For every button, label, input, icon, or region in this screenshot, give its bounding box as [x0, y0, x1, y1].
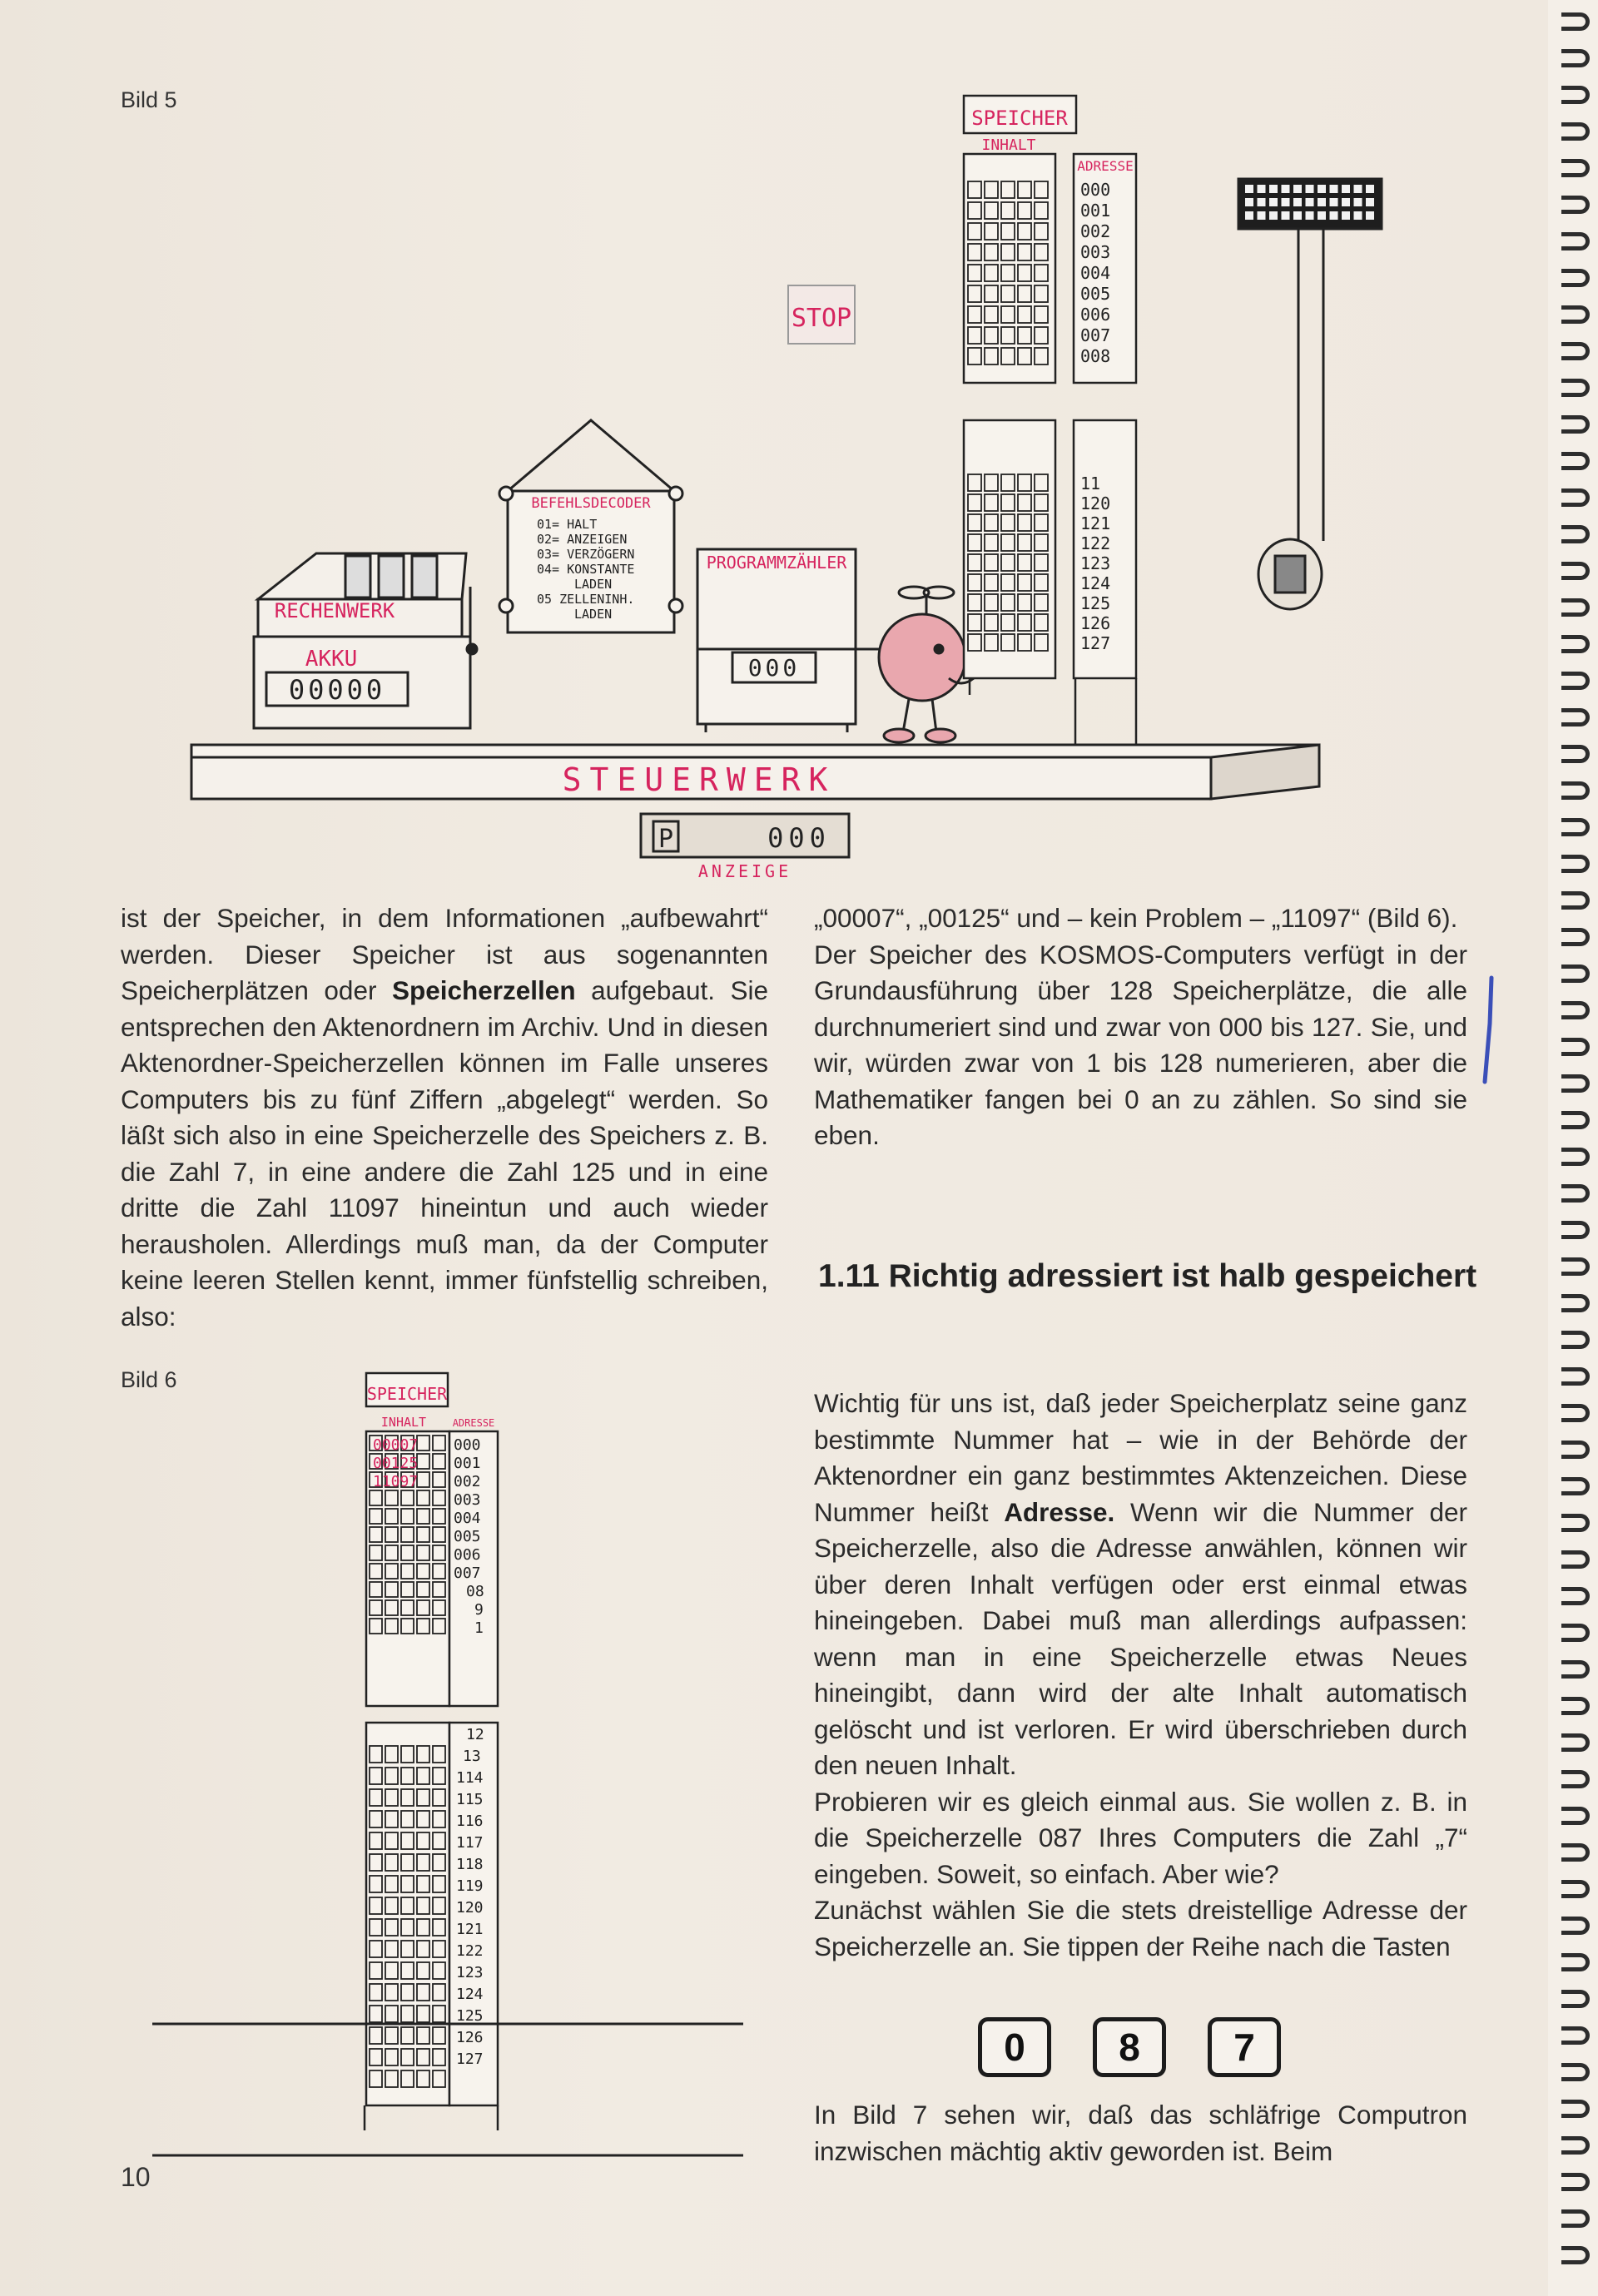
section-heading: 1.11 Richtig adressiert ist halb gespeichert — [818, 1258, 1477, 1294]
svg-text:11097: 11097 — [373, 1473, 419, 1490]
spiral-coil — [1561, 1111, 1590, 1129]
svg-text:12: 12 — [466, 1726, 484, 1743]
spiral-coil — [1561, 2100, 1590, 2118]
keyword-adresse: Adresse. — [1004, 1496, 1115, 1527]
spiral-coil — [1561, 598, 1590, 617]
keyboard-key — [1245, 211, 1253, 220]
adresse-label: ADRESSE — [1077, 158, 1134, 174]
svg-text:124: 124 — [456, 1986, 484, 2003]
inhalt-label: INHALT — [981, 136, 1036, 154]
figure-5-label: Bild 5 — [121, 87, 177, 112]
spiral-coil — [1561, 1550, 1590, 1569]
svg-text:00007: 00007 — [373, 1436, 419, 1454]
adresse-label-small: ADRESSE — [452, 1417, 495, 1429]
spiral-coil — [1561, 49, 1590, 67]
spiral-coil — [1561, 379, 1590, 397]
right-column-text-bottom — [814, 1386, 1467, 1965]
spiral-coil — [1561, 12, 1590, 31]
keyboard-key — [1293, 198, 1302, 206]
decoder-lines — [537, 517, 634, 622]
spiral-coil — [1561, 818, 1590, 836]
spiral-coil — [1561, 1807, 1590, 1825]
spiral-coil — [1561, 342, 1590, 360]
svg-text:126: 126 — [456, 2029, 484, 2046]
spiral-coil — [1561, 1477, 1590, 1495]
befehlsdecoder-title: BEFEHLSDECODER — [531, 495, 651, 512]
keyboard-key — [1282, 211, 1290, 220]
spiral-coil — [1561, 1038, 1590, 1056]
svg-text:118: 118 — [456, 1856, 484, 1873]
keyboard-key — [1269, 211, 1278, 220]
right-paragraph-1: „00007“, „00125“ und – kein Problem – „11097“ (Bild 6). — [814, 903, 1458, 933]
svg-text:126: 126 — [1080, 613, 1111, 633]
keyboard-key — [1342, 198, 1350, 206]
svg-text:00125: 00125 — [373, 1455, 419, 1472]
svg-text:127: 127 — [456, 2051, 484, 2068]
svg-text:08: 08 — [466, 1583, 484, 1600]
pen-mark — [1473, 974, 1506, 1098]
spiral-coil — [1561, 2136, 1590, 2155]
svg-text:000: 000 — [454, 1436, 481, 1454]
programmzaehler — [697, 549, 882, 732]
spiral-coil — [1561, 1331, 1590, 1349]
keyboard-key — [1245, 198, 1253, 206]
keyboard-key — [1258, 185, 1266, 193]
spiral-coil — [1561, 525, 1590, 543]
svg-text:123: 123 — [1080, 553, 1111, 573]
keyboard-key — [1258, 198, 1266, 206]
keyboard-key — [1293, 185, 1302, 193]
svg-text:006: 006 — [454, 1546, 481, 1564]
svg-text:125: 125 — [1080, 593, 1111, 613]
svg-text:127: 127 — [1080, 633, 1111, 653]
keyboard-key — [1318, 185, 1326, 193]
spiral-coil — [1561, 1697, 1590, 1715]
inhalt-label-small: INHALT — [380, 1415, 427, 1430]
keyboard-keys — [1245, 185, 1374, 220]
spiral-coil — [1561, 1074, 1590, 1093]
svg-text:124: 124 — [1080, 573, 1111, 593]
spiral-coil — [1561, 452, 1590, 470]
keyboard-key — [1342, 185, 1350, 193]
svg-text:116: 116 — [456, 1813, 484, 1830]
page-number: 10 — [121, 2162, 151, 2192]
svg-text:000: 000 — [1080, 180, 1111, 200]
left-paragraph-part-1: ist der Speicher, in dem Informationen „aufbewahrt“ werden. Dieser Speicher ist aus sogenannten Speicherplätzen oder — [121, 903, 768, 1005]
svg-text:120: 120 — [456, 1899, 484, 1917]
spiral-coil — [1561, 1917, 1590, 1935]
svg-text:003: 003 — [1080, 242, 1111, 262]
spiral-coil — [1561, 488, 1590, 507]
svg-text:122: 122 — [1080, 533, 1111, 553]
speicher-title: SPEICHER — [971, 107, 1068, 130]
svg-text:LADEN: LADEN — [574, 577, 613, 592]
keyboard-key — [1366, 211, 1374, 220]
svg-text:13: 13 — [463, 1748, 481, 1765]
svg-text:01= HALT: 01= HALT — [537, 517, 598, 532]
spiral-coil — [1561, 2246, 1590, 2264]
svg-text:004: 004 — [454, 1510, 481, 1527]
spiral-coil — [1561, 1257, 1590, 1276]
keyboard-key — [1354, 211, 1362, 220]
spiral-coil — [1561, 745, 1590, 763]
svg-text:P: P — [658, 825, 674, 854]
akku-label: AKKU — [305, 647, 358, 672]
steuerwerk-label: STEUERWERK — [562, 761, 836, 798]
spiral-coil — [1561, 2026, 1590, 2045]
svg-text:007: 007 — [454, 1565, 481, 1582]
svg-text:120: 120 — [1080, 493, 1111, 513]
svg-text:123: 123 — [456, 1964, 484, 1981]
svg-text:125: 125 — [456, 2007, 484, 2025]
keyboard-key — [1306, 198, 1314, 206]
keyboard-key — [1318, 198, 1326, 206]
right-paragraph-2: Der Speicher des KOSMOS-Computers verfügt in der Grundausführung über 128 Speicherplätze, die alle durchnumeriert sind und zwar von 000 bis 127. Sie, und wir, würden zwar von 1 bis 128 numerieren, aber die Mathematiker fangen bei 0 an zu zählen. So sind sie eben. — [814, 939, 1467, 1150]
svg-text:004: 004 — [1080, 263, 1111, 283]
spiral-coil — [1561, 1367, 1590, 1386]
left-paragraph-part-2: aufgebaut. Sie entsprechen den Aktenordnern im Archiv. Und in diesen Aktenordner-Speicherzellen können im Falle unseres Computers bis zu fünf Ziffern „abgelegt“ werden. So läßt sich also in eine Speicherzelle des Speichers z. B. die Zahl 7, in eine andere die Zahl 125 und in eine dritte die Zahl 11097 hineintun und auch wieder herausholen. Allerdings muß man, da der Computer keine leeren Stellen kennt, immer fünfstellig schreiben, also: — [121, 975, 768, 1331]
svg-text:114: 114 — [456, 1769, 484, 1787]
svg-text:115: 115 — [456, 1791, 484, 1808]
keyboard-key — [1306, 211, 1314, 220]
spiral-coil — [1561, 965, 1590, 983]
key-8: 8 — [1093, 2017, 1166, 2077]
right-column-text-top — [814, 900, 1467, 1154]
keyboard-key — [1330, 198, 1338, 206]
svg-text:00000: 00000 — [288, 674, 386, 706]
keyboard-key — [1330, 211, 1338, 220]
svg-text:04= KONSTANTE: 04= KONSTANTE — [537, 562, 635, 577]
spiral-coil — [1561, 1441, 1590, 1459]
spiral-coil — [1561, 1624, 1590, 1642]
svg-text:05 ZELLENINH.: 05 ZELLENINH. — [537, 592, 635, 607]
keyboard-key — [1354, 198, 1362, 206]
svg-text:11: 11 — [1080, 474, 1101, 493]
right-paragraph-4: Probieren wir es gleich einmal aus. Sie wollen z. B. in die Speicherzelle 087 Ihres Computers die Zahl „7“ eingeben. Soweit, so einfach. Aber wie? — [814, 1786, 1467, 1889]
right-paragraph-3-part-2: Wenn wir die Nummer der Speicherzelle, also die Adresse anwählen, können wir über deren Inhalt verfügen oder erst einmal etwas hineingeben. Dabei muß man allerdings aufpassen: wenn man in eine Speicherzelle etwas Neues hineingibt, dann wird der alte Inhalt automatisch gelöscht und ist verloren. Er wird überschrieben durch den neuen Inhalt. — [814, 1496, 1467, 1780]
right-paragraph-5: Zunächst wählen Sie die stets dreistellige Adresse der Speicherzelle an. Sie tippen der Reihe nach die Tasten — [814, 1895, 1467, 1961]
spiral-coil — [1561, 928, 1590, 946]
key-sequence — [978, 2017, 1281, 2077]
svg-text:005: 005 — [454, 1528, 481, 1545]
svg-text:005: 005 — [1080, 284, 1111, 304]
spiral-coil — [1561, 1404, 1590, 1422]
spiral-coil — [1561, 1514, 1590, 1532]
figure-5-illustration — [0, 0, 1548, 882]
anzeige-label: ANZEIGE — [697, 861, 792, 881]
spiral-coil — [1561, 672, 1590, 690]
spiral-coil — [1561, 781, 1590, 800]
svg-text:03= VERZÖGERN: 03= VERZÖGERN — [537, 547, 635, 562]
keyword-speicherzellen: Speicherzellen — [391, 975, 576, 1005]
svg-text:000: 000 — [767, 822, 831, 854]
keyboard-key — [1306, 185, 1314, 193]
keyboard-key — [1330, 185, 1338, 193]
keyboard-key — [1245, 185, 1253, 193]
spiral-coil — [1561, 1733, 1590, 1752]
svg-text:003: 003 — [454, 1491, 481, 1509]
spiral-coil — [1561, 1221, 1590, 1239]
svg-text:001: 001 — [1080, 201, 1111, 221]
spiral-binding — [1548, 0, 1598, 2296]
keyboard-key — [1354, 185, 1362, 193]
keyboard-key — [1282, 198, 1290, 206]
spiral-coil — [1561, 1587, 1590, 1605]
svg-text:122: 122 — [456, 1942, 484, 1960]
keyboard-key — [1293, 211, 1302, 220]
spiral-coil — [1561, 2063, 1590, 2081]
rechenwerk-label: RECHENWERK — [274, 599, 395, 622]
spiral-coil — [1561, 232, 1590, 250]
key-7: 7 — [1208, 2017, 1281, 2077]
stored-values — [373, 1436, 418, 1490]
svg-text:119: 119 — [456, 1877, 484, 1895]
spiral-coil — [1561, 1001, 1590, 1019]
spiral-coil — [1561, 562, 1590, 580]
key-0: 0 — [978, 2017, 1051, 2077]
spiral-coil — [1561, 415, 1590, 434]
keyboard-key — [1269, 185, 1278, 193]
svg-text:117: 117 — [456, 1834, 484, 1852]
spiral-coil — [1561, 635, 1590, 653]
spiral-coil — [1561, 269, 1590, 287]
figure-6-label: Bild 6 — [121, 1367, 177, 1392]
spiral-coil — [1561, 1148, 1590, 1166]
svg-text:001: 001 — [454, 1455, 481, 1472]
spiral-coil — [1561, 855, 1590, 873]
svg-text:008: 008 — [1080, 346, 1111, 366]
spiral-coil — [1561, 1880, 1590, 1898]
spiral-coil — [1561, 1660, 1590, 1679]
keyboard-key — [1318, 211, 1326, 220]
figure-6-illustration — [0, 1348, 774, 2180]
keyboard-device — [1238, 179, 1382, 609]
keyboard-key — [1366, 198, 1374, 206]
addresses-top — [1080, 180, 1110, 366]
svg-text:9: 9 — [474, 1601, 484, 1619]
spiral-coil — [1561, 1184, 1590, 1203]
keyboard-key — [1269, 198, 1278, 206]
right-column-text-end — [814, 2097, 1467, 2170]
anzeige-display — [641, 814, 849, 881]
svg-text:006: 006 — [1080, 305, 1111, 325]
spiral-coil — [1561, 159, 1590, 177]
spiral-coil — [1561, 86, 1590, 104]
spiral-coil — [1561, 891, 1590, 910]
keyboard-key — [1366, 185, 1374, 193]
svg-text:121: 121 — [456, 1921, 484, 1938]
spiral-coil — [1561, 2209, 1590, 2228]
spiral-coil — [1561, 708, 1590, 726]
svg-text:LADEN: LADEN — [574, 607, 613, 622]
spiral-coil — [1561, 1953, 1590, 1971]
keyboard-key — [1342, 211, 1350, 220]
svg-text:002: 002 — [1080, 221, 1111, 241]
svg-text:STOP: STOP — [791, 304, 852, 333]
stop-sign — [788, 285, 855, 344]
addresses-bottom — [1080, 474, 1110, 653]
spiral-coil — [1561, 305, 1590, 324]
right-paragraph-3-part-1: Wichtig für uns ist, daß jeder Speicherplatz seine ganz bestimmte Nummer hat – wie in der Behörde der Aktenordner ein ganz bestimmtes Aktenzeichen. Diese Nummer heißt — [814, 1388, 1467, 1527]
svg-text:007: 007 — [1080, 325, 1111, 345]
spiral-coil — [1561, 1294, 1590, 1312]
spiral-coil — [1561, 196, 1590, 214]
left-column-text — [121, 900, 768, 1335]
svg-text:121: 121 — [1080, 513, 1111, 533]
programmzaehler-label: PROGRAMMZÄHLER — [706, 553, 847, 573]
keyboard-key — [1282, 185, 1290, 193]
keyboard-key — [1258, 211, 1266, 220]
svg-text:000: 000 — [747, 654, 801, 682]
right-paragraph-6: In Bild 7 sehen wir, daß das schläfrige Computron inzwischen mächtig aktiv geworden ist. Beim — [814, 2100, 1467, 2166]
spiral-coil — [1561, 1843, 1590, 1862]
svg-text:02= ANZEIGEN: 02= ANZEIGEN — [537, 532, 628, 547]
svg-text:002: 002 — [454, 1473, 481, 1490]
svg-text:1: 1 — [474, 1619, 484, 1637]
spiral-coil — [1561, 1770, 1590, 1788]
computron-mascot — [879, 587, 974, 742]
spiral-coil — [1561, 2173, 1590, 2191]
spiral-coil — [1561, 1990, 1590, 2008]
speicher-title-small: SPEICHER — [366, 1384, 448, 1404]
spiral-coil — [1561, 122, 1590, 141]
